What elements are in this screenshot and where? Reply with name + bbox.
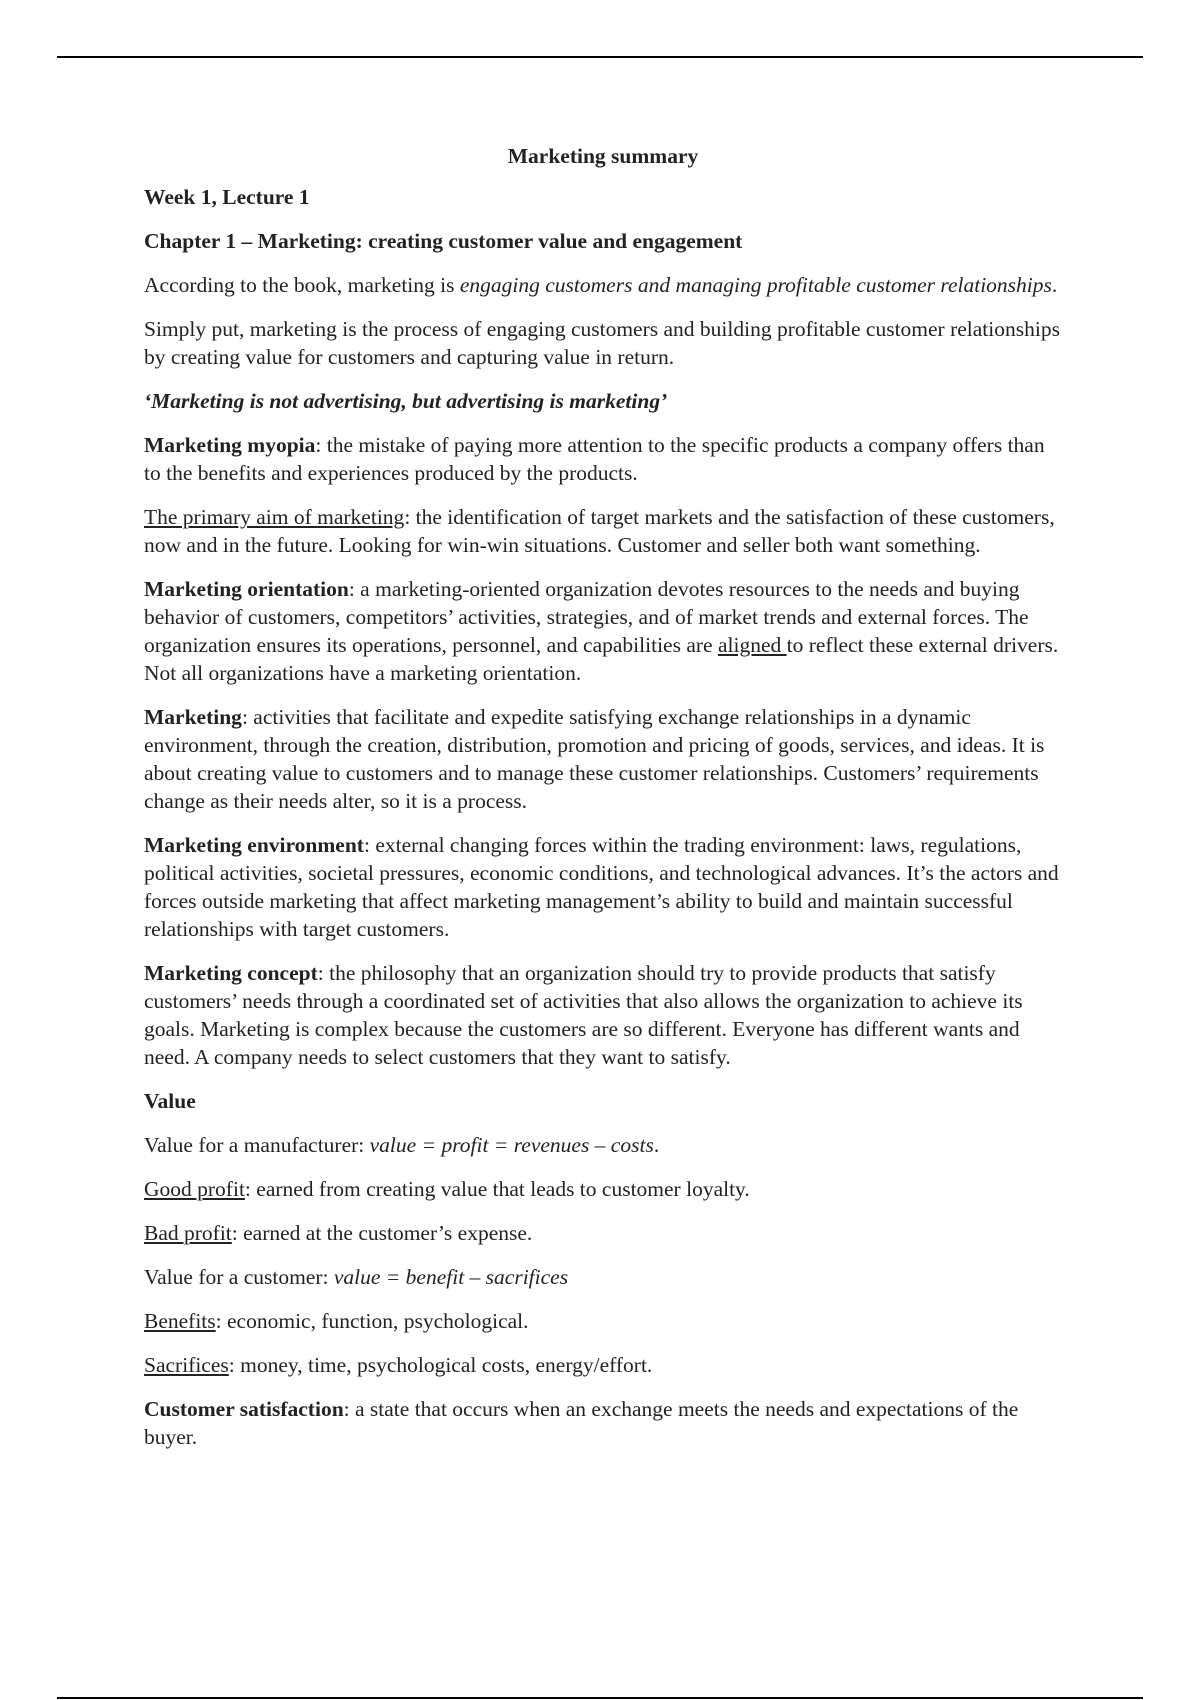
concept-paragraph (144, 959, 1062, 1071)
concept-text: : the philosophy that an organization should try to provide products that satisfy customers’ needs through a coordinated set of activities that also allows the organization to achieve its goals. Marketing is complex because the customers are so different. Everyone has different wants and need. A company needs to select customers that they want to satisfy. (144, 961, 1023, 1069)
orientation-term: Marketing orientation (144, 577, 349, 601)
myopia-term: Marketing myopia (144, 433, 316, 457)
primary-aim-paragraph (144, 503, 1062, 559)
marketing-text: : activities that facilitate and expedite satisfying exchange relationships in a dynamic environment, through the creation, distribution, promotion and pricing of goods, services, and ideas. It is about creating value to customers and to manage these customer relationships. Customers’ requirements change as their needs alter, so it is a process. (144, 705, 1045, 813)
benefits-paragraph (144, 1307, 1062, 1335)
sacrifices-text: : money, time, psychological costs, energy/effort. (228, 1353, 653, 1377)
satisfaction-text: : a state that occurs when an exchange meets the needs and expectations of the buyer. (144, 1397, 1019, 1449)
environment-paragraph (144, 831, 1062, 943)
simply-put-paragraph: Simply put, marketing is the process of engaging customers and building profitable customer relationships by creating value for customers and capturing value in return. (144, 317, 1060, 369)
satisfaction-paragraph (144, 1395, 1062, 1451)
value-manufacturer-formula: value = profit = revenues – costs (369, 1133, 654, 1157)
chapter-heading: Chapter 1 – Marketing: creating customer value and engagement (144, 229, 743, 253)
bad-profit-text: : earned at the customer’s expense. (231, 1221, 533, 1245)
document-body (144, 142, 1062, 1467)
myopia-text: : the mistake of paying more attention to the specific products a company offers than to the benefits and experiences produced by the products. (144, 433, 1045, 485)
primary-aim-term: The primary aim of marketing (144, 505, 405, 529)
value-manufacturer-lead: Value for a manufacturer: (144, 1133, 370, 1157)
value-customer-lead: Value for a customer: (144, 1265, 334, 1289)
week-heading: Week 1, Lecture 1 (144, 185, 310, 209)
good-profit-term: Good profit (144, 1177, 245, 1201)
value-manufacturer-paragraph (144, 1131, 1062, 1159)
definition-italic: engaging customers and managing profitable customer relationships (459, 273, 1052, 297)
bad-profit-paragraph (144, 1219, 1062, 1247)
environment-text: : external changing forces within the trading environment: laws, regulations, political activities, societal pressures, economic conditions, and technological advances. It’s the actors and forces outside marketing that affect marketing management’s ability to build and maintain successful relationships with target customers. (144, 833, 1059, 941)
primary-aim-text: : the identification of target markets and the satisfaction of these customers, now and in the future. Looking for win-win situations. Customer and seller both want something. (144, 505, 1055, 557)
marketing-paragraph (144, 703, 1062, 815)
top-rule (57, 56, 1143, 58)
satisfaction-term: Customer satisfaction (144, 1397, 344, 1421)
definition-lead: According to the book, marketing is (144, 273, 460, 297)
marketing-term: Marketing (144, 705, 242, 729)
orientation-underlined: aligned (717, 633, 787, 657)
bad-profit-term: Bad profit (144, 1221, 232, 1245)
good-profit-paragraph (144, 1175, 1062, 1203)
concept-term: Marketing concept (144, 961, 318, 985)
value-manufacturer-end: . (653, 1133, 660, 1157)
orientation-paragraph (144, 575, 1062, 687)
bottom-rule (57, 1697, 1143, 1699)
orientation-text-2: to reflect these external drivers. Not all organizations have a marketing orientation. (144, 633, 1059, 685)
benefits-text: : economic, function, psychological. (215, 1309, 529, 1333)
definition-paragraph (144, 271, 1062, 299)
myopia-paragraph (144, 431, 1062, 487)
quote-paragraph: ‘Marketing is not advertising, but advertising is marketing’ (144, 389, 668, 413)
environment-term: Marketing environment (144, 833, 364, 857)
sacrifices-paragraph (144, 1351, 1062, 1379)
value-heading: Value (144, 1089, 196, 1113)
value-customer-formula: value = benefit – sacrifices (333, 1265, 569, 1289)
orientation-text-1: : a marketing-oriented organization devotes resources to the needs and buying behavior of customers, competitors’ activities, strategies, and of market trends and external forces. The organization ensures its operations, personnel, and capabilities are (144, 577, 1029, 657)
definition-end: . (1051, 273, 1058, 297)
benefits-term: Benefits (144, 1309, 216, 1333)
document-title: Marketing summary (507, 144, 699, 168)
sacrifices-term: Sacrifices (144, 1353, 229, 1377)
value-customer-paragraph (144, 1263, 1062, 1291)
good-profit-text: : earned from creating value that leads to customer loyalty. (244, 1177, 750, 1201)
